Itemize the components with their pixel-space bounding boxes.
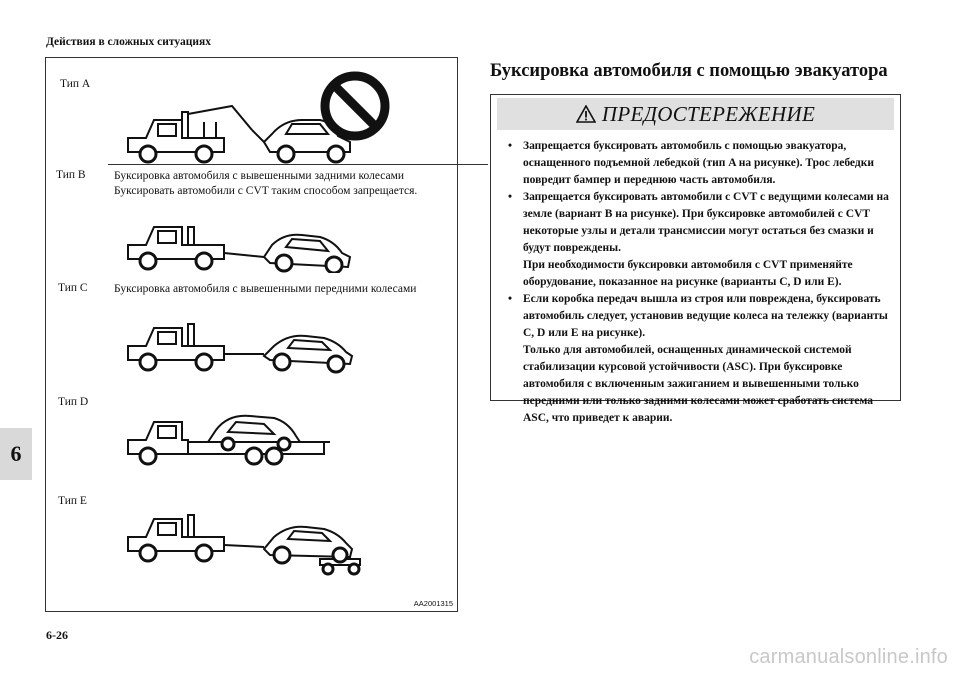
section-title: Буксировка автомобиля с помощью эвакуатора xyxy=(490,61,888,81)
dolly-tow-truck-illustration xyxy=(124,513,364,577)
chapter-tab xyxy=(0,428,32,480)
figure-code: AA2001315 xyxy=(413,599,453,608)
warning-box xyxy=(490,94,901,424)
bullet: • xyxy=(508,140,513,152)
type-b-label: Тип B xyxy=(56,169,86,181)
type-e-label: Тип E xyxy=(58,495,87,507)
warning-paragraph: Запрещается буксировать автомобиль с помощью эвакуатора, оснащенного подъемной лебедкой (тип A на рисунке). Трос лебедки повредит бампер и переднюю часть автомобиля. xyxy=(523,140,874,186)
watermark: carmanualsonline.info xyxy=(749,646,948,668)
bullet: • xyxy=(508,293,513,305)
warning-paragraph: Только для автомобилей, оснащенных динамической системой стабилизации курсовой устойчивости (ASC). При буксировке автомобиля с включенным зажиганием и вывешенными только передними или только задними колесами может сработать система ASC, что приведет к аварии. xyxy=(523,344,874,424)
warning-list xyxy=(506,138,894,427)
flatbed-tow-truck-illustration xyxy=(124,408,364,470)
warning-paragraph: Если коробка передач вышла из строя или повреждена, буксировать автомобиль следует, установив ведущие колеса на тележку (варианты C, D или E на рисунке). xyxy=(523,293,888,339)
warning-title: ПРЕДОСТЕРЕЖЕНИЕ xyxy=(601,101,816,126)
type-c-description: Буксировка автомобиля с вывешенными передними колесами xyxy=(114,283,417,295)
warning-paragraph: Запрещается буксировать автомобили с CVT с ведущими колесами на земле (вариант B на рисунке). При буксировке автомобилей с CVT некоторые узлы и детали трансмиссии могут остаться без смазки и будут повреждены. xyxy=(523,191,889,254)
figure-divider xyxy=(108,164,488,165)
type-b-description: Буксировка автомобиля с вывешенными задними колесами Буксировать автомобили с CVT таким способом запрещается. xyxy=(114,170,418,197)
type-a-label: Тип A xyxy=(60,78,91,90)
warning-header xyxy=(497,98,894,130)
warning-paragraph: При необходимости буксировки автомобиля с CVT применяйте оборудование, показанное на рисунке (варианты C, D или E). xyxy=(523,259,853,288)
warning-triangle-icon xyxy=(576,105,596,123)
chapter-number: 6 xyxy=(10,441,22,466)
winch-tow-truck-illustration xyxy=(124,100,364,168)
rear-lift-tow-truck-illustration xyxy=(124,223,364,273)
type-d-label: Тип D xyxy=(58,396,89,408)
header-title: Действия в сложных ситуациях xyxy=(46,36,211,48)
warning-item xyxy=(506,291,894,427)
bullet: • xyxy=(508,191,513,203)
towing-figure xyxy=(45,57,458,612)
front-lift-tow-truck-illustration xyxy=(124,320,364,376)
type-c-label: Тип C xyxy=(58,282,88,294)
warning-item xyxy=(506,138,894,189)
warning-item xyxy=(506,189,894,291)
page-number: 6-26 xyxy=(46,628,68,642)
